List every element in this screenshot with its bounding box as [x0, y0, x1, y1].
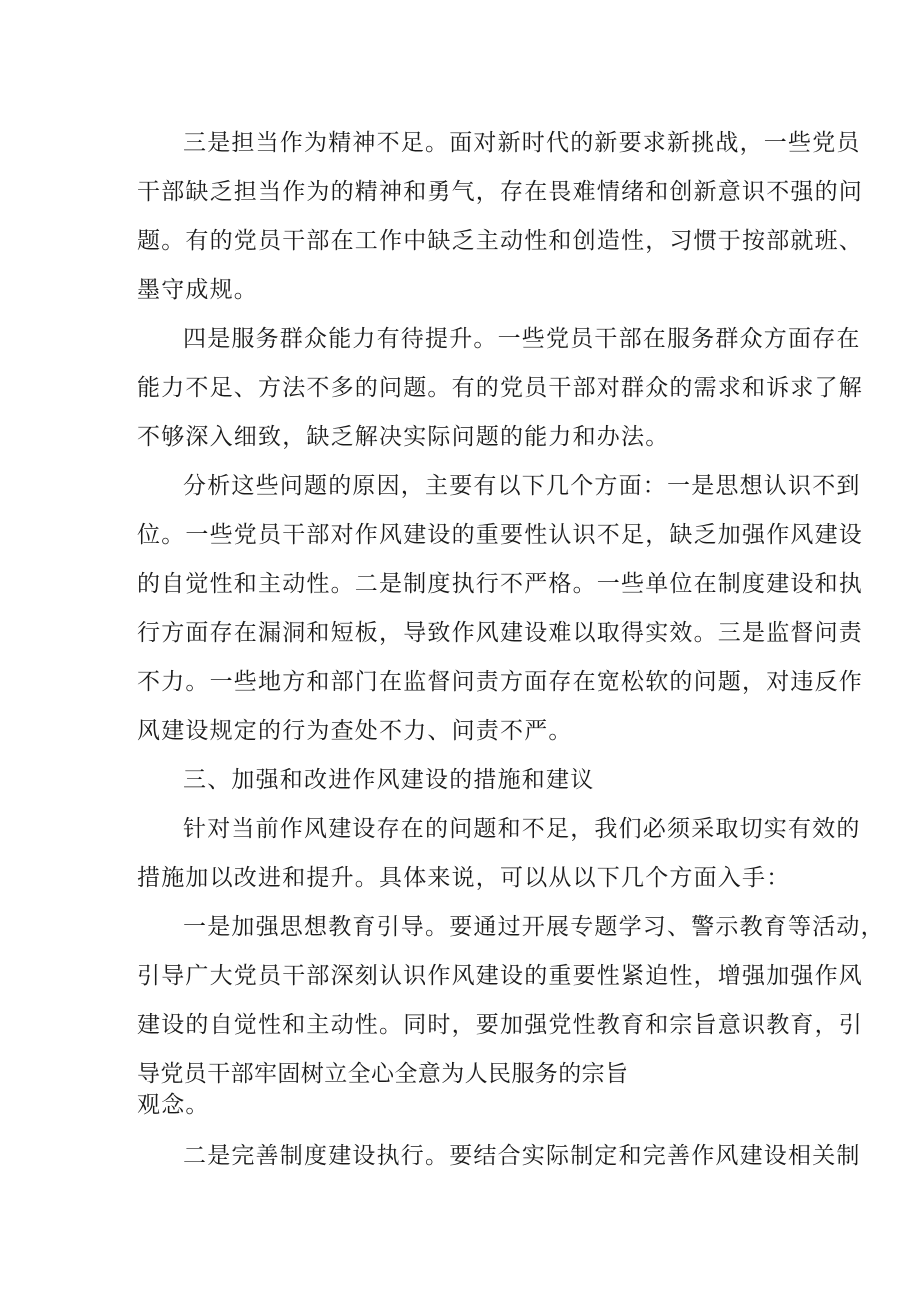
paragraph-line: 风建设规定的行为查处不力、问责不严。	[137, 718, 573, 744]
paragraph-line: 的自觉性和主动性。二是制度执行不严格。一些单位在制度建设和执	[137, 571, 863, 597]
paragraph-line: 措施加以改进和提升。具体来说，可以从以下几个方面入手：	[137, 865, 791, 891]
paragraph-line: 四是服务群众能力有待提升。一些党员干部在服务群众方面存在	[183, 326, 861, 352]
paragraph-line: 墨守成规。	[137, 277, 258, 303]
section-heading: 三、加强和改进作风建设的措施和建议	[183, 767, 595, 793]
paragraph-line: 不力。一些地方和部门在监督问责方面存在宽松软的问题，对违反作	[137, 669, 863, 695]
paragraph-line: 能力不足、方法不多的问题。有的党员干部对群众的需求和诉求了解	[137, 375, 863, 401]
paragraph-line: 位。一些党员干部对作风建设的重要性认识不足，缺乏加强作风建设	[137, 522, 863, 548]
paragraph-line: 引导广大党员干部深刻认识作风建设的重要性紧迫性，增强加强作风	[137, 963, 863, 989]
paragraph-line: 针对当前作风建设存在的问题和不足，我们必须采取切实有效的	[183, 816, 861, 842]
paragraph-line: 观念。	[137, 1092, 210, 1118]
paragraph-line: 不够深入细致，缺乏解决实际问题的能力和办法。	[137, 424, 670, 450]
paragraph-line: 行方面存在漏洞和短板，导致作风建设难以取得实效。三是监督问责	[137, 620, 863, 646]
paragraph-line: 建设的自觉性和主动性。同时，要加强党性教育和宗旨意识教育，引	[137, 1012, 863, 1038]
paragraph-line: 三是担当作为精神不足。面对新时代的新要求新挑战，一些党员	[183, 130, 861, 156]
paragraph-line: 导党员干部牢固树立全心全意为人民服务的宗旨	[137, 1061, 629, 1087]
paragraph-line: 干部缺乏担当作为的精神和勇气，存在畏难情绪和创新意识不强的问	[137, 179, 863, 205]
paragraph-line: 二是完善制度建设执行。要结合实际制定和完善作风建设相关制	[183, 1143, 861, 1169]
paragraph-line: 题。有的党员干部在工作中缺乏主动性和创造性，习惯于按部就班、	[137, 228, 863, 254]
paragraph-line: 一是加强思想教育引导。要通过开展专题学习、警示教育等活动，	[183, 914, 885, 940]
paragraph-line: 分析这些问题的原因，主要有以下几个方面：一是思想认识不到	[183, 473, 861, 499]
